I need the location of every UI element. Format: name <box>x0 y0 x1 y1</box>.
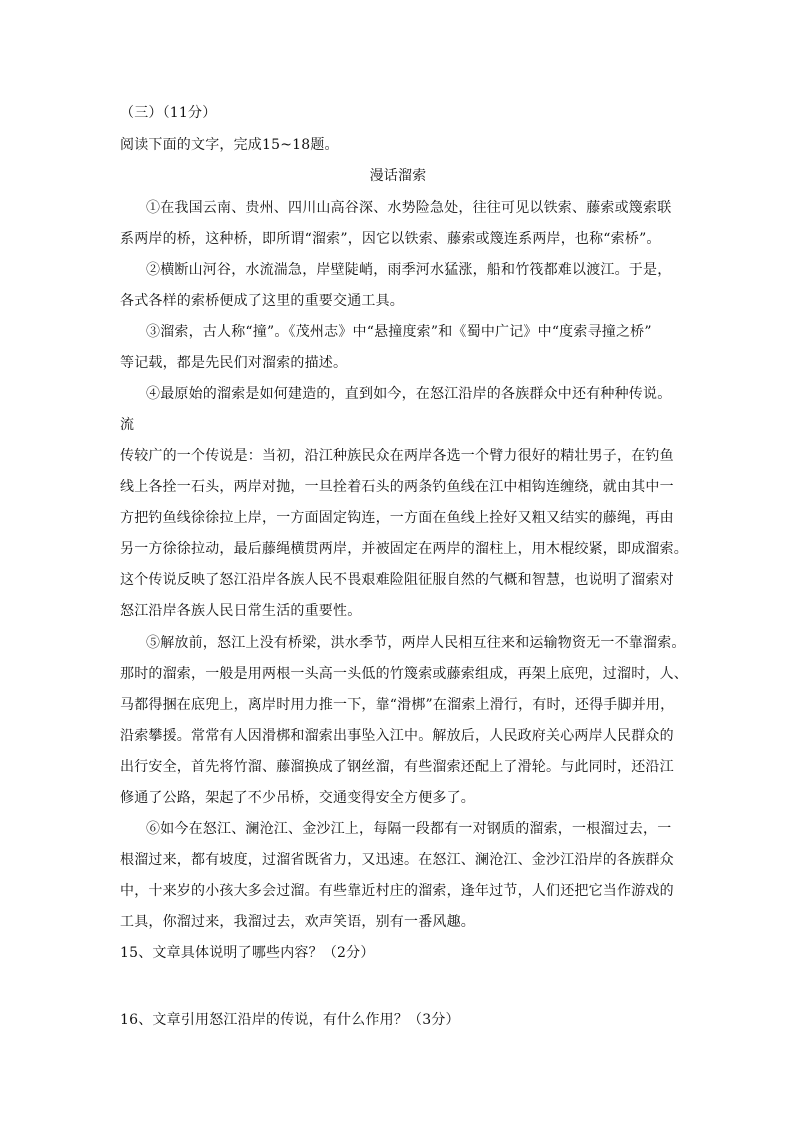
question-16: 16、文章引用怒江沿岸的传说，有什么作用？（3分） <box>120 1012 460 1028</box>
paragraph-4-line: 怒江沿岸各族人民日常生活的重要性。 <box>120 603 362 619</box>
paragraph-4-line: 另一方徐徐拉动，最后藤绳横贯两岸，并被固定在两岸的溜柱上，用木棍绞紧，即成溜索。 <box>120 541 688 557</box>
paragraph-6-line: ⑥如今在怒江、澜沧江、金沙江上，每隔一段都有一对钢质的溜索，一根溜过去，一 <box>146 821 672 837</box>
paragraph-4-line: 线上各拴一石头，两岸对抛，一旦拴着石头的两条钓鱼线在江中相钩连缠绕，就由其中一 <box>120 479 674 495</box>
paragraph-6-line: 根溜过来，都有坡度，过溜省既省力，又迅速。在怒江、澜沧江、金沙江沿岸的各族群众 <box>120 852 674 868</box>
paragraph-4-line: ④最原始的溜索是如何建造的，直到如今，在怒江沿岸的各族群众中还有种种传说。 <box>146 386 672 402</box>
reading-instruction: 阅读下面的文字，完成15~18题。 <box>120 137 339 153</box>
paragraph-5-line: 修通了公路，架起了不少吊桥，交通变得安全方便多了。 <box>120 790 475 806</box>
paragraph-5-line: 沿索攀援。常常有人因滑梆和溜索出事坠入江中。解放后，人民政府关心两岸人民群众的 <box>120 728 674 744</box>
paragraph-2-line: ②横断山河谷，水流湍急，岸壁陡峭，雨季河水猛涨，船和竹筏都难以渡江。于是， <box>146 262 672 278</box>
paragraph-4-line: 这个传说反映了怒江沿岸各族人民不畏艰难险阻征服自然的气概和智慧，也说明了溜索对 <box>120 572 674 588</box>
paragraph-3-line: ③溜索，古人称“撞”。《茂州志》中“悬撞度索”和《蜀中广记》中“度索寻撞之桥” <box>146 324 652 340</box>
paragraph-5-line: ⑤解放前，怒江上没有桥梁，洪水季节，两岸人民相互往来和运输物资无一不靠溜索。 <box>146 635 686 651</box>
paragraph-4-line: 方把钓鱼线徐徐拉上岸，一方面固定钩连，一方面在鱼线上拴好又粗又结实的藤绳，再由 <box>120 510 674 526</box>
paragraph-3-line: 等记载，都是先民们对溜索的描述。 <box>120 355 348 371</box>
paragraph-6-line: 工具，你溜过来，我溜过去，欢声笑语，别有一番风趣。 <box>120 914 475 930</box>
paragraph-5-line: 那时的溜索，一般是用两根一头高一头低的竹篾索或藤索组成，再架上底兜，过溜时，人、 <box>120 666 688 682</box>
paragraph-1-line: 系两岸的桥，这种桥，即所谓“溜索”，因它以铁索、藤索或篾连系两岸，也称“索桥”。 <box>120 231 661 247</box>
article-title: 漫话溜索 <box>369 168 427 184</box>
question-15: 15、文章具体说明了哪些内容？（2分） <box>120 945 375 961</box>
paragraph-5-line: 马都得捆在底兜上，离岸时用力推一下，靠“滑梆”在溜索上滑行，有时，还得手脚并用， <box>120 697 675 713</box>
paragraph-6-line: 中，十来岁的小孩大多会过溜。有些靠近村庄的溜索，逢年过节，人们还把它当作游戏的 <box>120 883 674 899</box>
paragraph-4-line: 流 <box>120 417 135 433</box>
paragraph-5-line: 出行安全，首先将竹溜、藤溜换成了钢丝溜，有些溜索还配上了滑轮。与此同时，还沿江 <box>120 759 674 775</box>
paragraph-4-line: 传较广的一个传说是：当初，沿江种族民众在两岸各选一个臂力很好的精壮男子，在钓鱼 <box>120 448 674 464</box>
paragraph-1-line: ①在我国云南、贵州、四川山高谷深、水势险急处，往往可见以铁索、藤索或篾索联 <box>146 200 672 216</box>
paragraph-2-line: 各式各样的索桥便成了这里的重要交通工具。 <box>120 293 404 309</box>
section-header: （三）（11分） <box>120 105 217 121</box>
